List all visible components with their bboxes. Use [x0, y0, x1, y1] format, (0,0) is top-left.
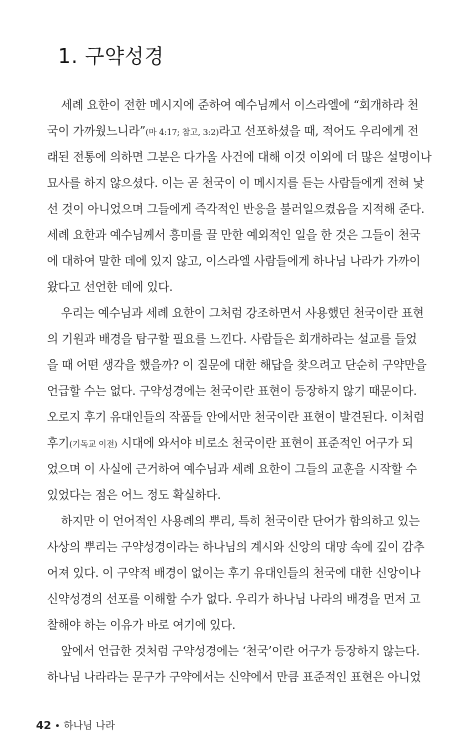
- text-span: 국이 가까웠느니라”: [47, 124, 146, 138]
- text-span: 라고 선포하셨을 때, 적어도 우리에게 전: [218, 124, 419, 138]
- text-line: 세례 요한과 예수님께서 흥미를 끌 만한 예외적인 일을 한 것은 그들이 천국: [47, 228, 421, 242]
- text-line: 었으며 이 사실에 근거하여 예수님과 세례 요한이 그들의 교훈을 시작할 수: [47, 462, 417, 476]
- text-line: 앞에서 언급한 것처럼 구약성경에는 ‘천국’이란 어구가 등장하지 않는다.: [61, 644, 420, 658]
- text-line: 왔다고 선언한 데에 있다.: [47, 280, 173, 294]
- page-footer: [36, 717, 115, 732]
- text-line: [47, 430, 435, 456]
- text-line: 묘사를 하지 않으셨다. 이는 곧 천국이 이 메시지를 듣는 사람들에게 전혀 낯: [47, 176, 424, 190]
- text-line: 있었다는 점은 어느 정도 확실하다.: [47, 488, 221, 502]
- paragraph-3: [47, 508, 435, 638]
- text-line: 사상의 뿌리는 구약성경이라는 하나님의 계시와 신앙의 대망 속에 깊이 감추: [47, 540, 425, 554]
- text-line: 찰해야 하는 이유가 바로 여기에 있다.: [47, 618, 236, 632]
- text-line: 하나님 나라라는 문구가 구약에서는 신약에서 만큼 표준적인 표현은 아니었: [47, 670, 421, 684]
- paragraph-2: [47, 300, 435, 508]
- citation-note: (마 4:17; 참고, 3:2): [145, 127, 219, 137]
- text-span: 후기: [47, 436, 70, 450]
- text-line: 에 대하여 말한 데에 있지 않고, 이스라엘 사람들에게 하나님 나라가 가까이: [47, 254, 421, 268]
- text-line: 신약성경의 선포를 이해할 수가 없다. 우리가 하나님 나라의 배경을 먼저 고: [47, 592, 421, 606]
- bullet-icon: •: [54, 721, 61, 732]
- era-note: (기독교 이전): [69, 439, 118, 449]
- running-title: 하나님 나라: [63, 721, 116, 732]
- section-heading: 1. 구약성경: [58, 44, 165, 68]
- page-number: 42: [36, 719, 52, 732]
- text-line: 선 것이 아니었으며 그들에게 즉각적인 반응을 불러일으켰음을 지적해 준다.: [47, 202, 425, 216]
- text-line: 하지만 이 언어적인 사용례의 뿌리, 특히 천국이란 단어가 함의하고 있는: [61, 514, 420, 528]
- paragraph-4: [47, 638, 435, 690]
- text-line: 언급할 수는 없다. 구약성경에는 천국이란 표현이 등장하지 않기 때문이다.: [47, 384, 417, 398]
- text-line: 세례 요한이 전한 메시지에 준하여 예수님께서 이스라엘에 “회개하라 천: [61, 98, 419, 112]
- text-line: 을 때 어떤 생각을 했을까? 이 질문에 대한 해답을 찾으려고 단순히 구약만을: [47, 358, 427, 372]
- text-line: 우리는 예수님과 세례 요한이 그처럼 강조하면서 사용했던 천국이란 표현: [61, 306, 424, 320]
- body-text: [47, 92, 435, 690]
- text-line: 의 기원과 배경을 탐구할 필요를 느낀다. 사람들은 회개하라는 설교를 들었: [47, 332, 417, 346]
- text-line: 래된 전통에 의하면 그분은 다가올 사건에 대해 이것 이외에 더 많은 설명이나: [47, 150, 432, 164]
- paragraph-1: [47, 92, 435, 300]
- text-line: 오로지 후기 유대인들의 작품들 안에서만 천국이란 표현이 발견된다. 이처럼: [47, 410, 425, 424]
- text-line: 어져 있다. 이 구약적 배경이 없이는 후기 유대인들의 천국에 대한 신앙이나: [47, 566, 421, 580]
- text-span: 시대에 와서야 비로소 천국이란 표현이 표준적인 어구가 되: [117, 436, 414, 450]
- text-line: [47, 118, 435, 144]
